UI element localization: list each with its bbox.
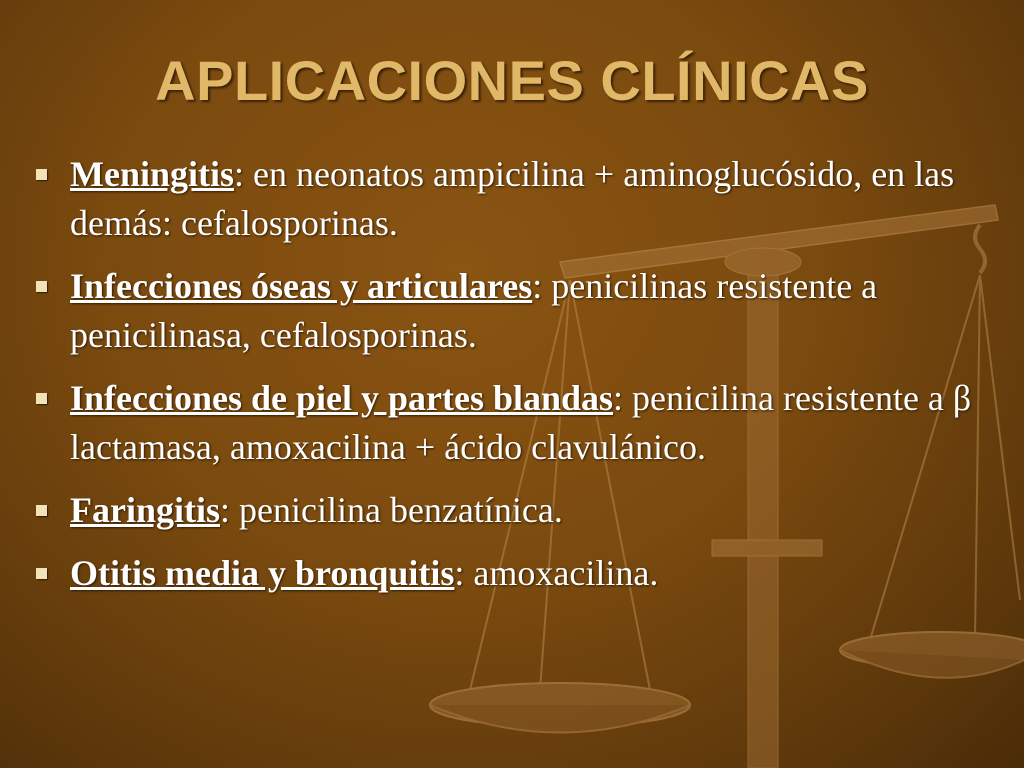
list-item: [30, 374, 990, 472]
item-term: Faringitis: [70, 490, 220, 530]
square-bullet-icon: [36, 393, 47, 404]
item-term: Meningitis: [70, 154, 235, 194]
slide-title: APLICACIONES CLÍNICAS: [155, 49, 869, 112]
list-item: [30, 150, 990, 248]
square-bullet-icon: [36, 169, 47, 180]
square-bullet-icon: [36, 568, 47, 579]
item-text: : penicilinas resistente a penicilinasa, cefalosporinas.: [70, 266, 878, 355]
list-item: [30, 549, 990, 598]
item-term: Infecciones de piel y partes blandas: [70, 378, 614, 418]
bullet-list: [30, 150, 990, 612]
item-text: : penicilina resistente a β lactamasa, amoxacilina + ácido clavulánico.: [70, 378, 972, 467]
square-bullet-icon: [36, 281, 47, 292]
item-text: : amoxacilina.: [454, 553, 659, 593]
list-item: [30, 262, 990, 360]
item-term: Infecciones óseas y articulares: [70, 266, 533, 306]
list-item: [30, 486, 990, 535]
item-text: : penicilina benzatínica.: [220, 490, 563, 530]
square-bullet-icon: [36, 505, 47, 516]
item-text: : en neonatos ampicilina + aminoglucósido, en las demás: cefalosporinas.: [70, 154, 955, 243]
item-term: Otitis media y bronquitis: [70, 553, 455, 593]
